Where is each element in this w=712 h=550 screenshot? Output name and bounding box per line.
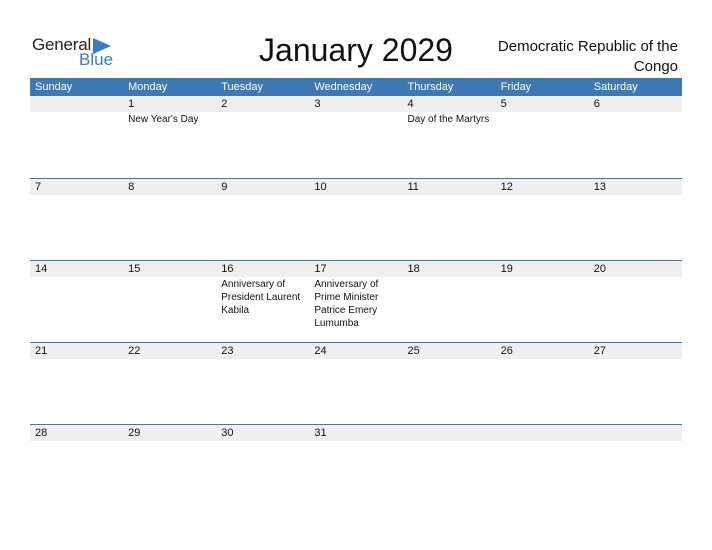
- weekday-thursday: Thursday: [407, 81, 454, 93]
- day-cell: [123, 343, 216, 360]
- day-cell: [216, 261, 309, 330]
- day-cell: [123, 96, 216, 126]
- day-cell: [403, 261, 496, 330]
- day-number: 9: [221, 181, 228, 193]
- day-number: 17: [314, 263, 327, 275]
- day-number: [594, 425, 682, 441]
- day-number: 23: [221, 345, 234, 357]
- day-number: 13: [593, 181, 606, 193]
- day-number: 2: [221, 98, 228, 110]
- holiday-label: [594, 359, 682, 360]
- day-cell: [309, 343, 402, 360]
- day-cell: [30, 343, 123, 360]
- day-cell: [309, 261, 402, 330]
- day-number: 8: [128, 181, 135, 193]
- holiday-label: [408, 441, 496, 442]
- day-number: 27: [593, 345, 606, 357]
- day-number: 18: [407, 263, 420, 275]
- holiday-label: [501, 359, 589, 360]
- day-cell: [589, 261, 682, 330]
- country-name: Democratic Republic of the Congo: [497, 38, 678, 75]
- day-number: 15: [128, 263, 141, 275]
- holiday-label: [314, 195, 402, 196]
- day-cell: [30, 425, 123, 442]
- day-cell: [496, 261, 589, 330]
- day-number: 21: [35, 345, 48, 357]
- holiday-label: [594, 441, 682, 442]
- day-number: [35, 96, 123, 112]
- day-cell: [589, 425, 682, 442]
- day-cell: [30, 179, 123, 196]
- holiday-label: [501, 277, 589, 278]
- day-cell: [589, 179, 682, 196]
- day-cell: [30, 261, 123, 330]
- day-number: 20: [593, 263, 606, 275]
- holiday-label: [128, 195, 216, 196]
- holiday-label: [594, 112, 682, 113]
- day-number: [408, 425, 496, 441]
- day-number: 11: [407, 181, 419, 193]
- holiday-label: [314, 112, 402, 113]
- page-title: January 2029: [259, 32, 453, 68]
- day-cell: [496, 343, 589, 360]
- holiday-label: [35, 195, 123, 196]
- calendar-grid: [30, 78, 682, 447]
- day-number: 25: [407, 345, 420, 357]
- week-cells: [30, 261, 682, 330]
- weekday-saturday: Saturday: [593, 81, 638, 93]
- day-cell: [496, 96, 589, 126]
- day-cell: [216, 343, 309, 360]
- day-cell: [589, 96, 682, 126]
- day-cell: [123, 179, 216, 196]
- holiday-label: [501, 195, 589, 196]
- holiday-label: [128, 277, 216, 278]
- day-number: 14: [35, 263, 48, 275]
- day-cell: [403, 343, 496, 360]
- day-number: 26: [500, 345, 513, 357]
- week-row: [30, 342, 682, 424]
- week-row: [30, 96, 682, 178]
- week-rows: [30, 96, 682, 447]
- day-cell: [216, 96, 309, 126]
- day-number: 3: [314, 98, 321, 110]
- logo-text-blue: Blue: [79, 50, 114, 69]
- holiday-label: [35, 441, 123, 442]
- holiday-label: Day of the Martyrs: [407, 114, 490, 125]
- day-cell: [216, 179, 309, 196]
- day-cell: [309, 179, 402, 196]
- day-number: 16: [221, 263, 234, 275]
- week-row: [30, 424, 682, 447]
- weekday-sunday: Sunday: [35, 81, 73, 93]
- holiday-label: [221, 441, 309, 442]
- day-cell: [309, 425, 402, 442]
- day-number: 12: [500, 181, 513, 193]
- weekday-monday: Monday: [128, 81, 168, 93]
- holiday-label: Anniversary of President Laurent Kabila: [221, 279, 301, 316]
- day-cell: [403, 96, 496, 126]
- holiday-label: New Year's Day: [128, 114, 199, 125]
- holiday-label: [128, 359, 216, 360]
- day-cell: [123, 261, 216, 330]
- weekday-tuesday: Tuesday: [221, 81, 264, 93]
- day-number: 4: [407, 98, 414, 110]
- day-number: 31: [314, 427, 327, 439]
- day-number: 7: [35, 181, 42, 193]
- holiday-label: [408, 195, 496, 196]
- week-cells: [30, 179, 682, 196]
- holiday-label: [35, 112, 123, 113]
- day-cell: [123, 425, 216, 442]
- holiday-label: [501, 112, 589, 113]
- holiday-label: [408, 277, 496, 278]
- holiday-label: [594, 195, 682, 196]
- holiday-label: [35, 359, 123, 360]
- day-number: 28: [35, 427, 48, 439]
- week-cells: [30, 343, 682, 360]
- weekday-header: [30, 78, 682, 96]
- day-number: 19: [500, 263, 513, 275]
- holiday-label: [501, 441, 589, 442]
- day-cell: [309, 96, 402, 126]
- holiday-label: [314, 441, 402, 442]
- day-number: 22: [128, 345, 141, 357]
- day-cell: [496, 179, 589, 196]
- day-number: 1: [128, 98, 135, 110]
- day-cell: [403, 179, 496, 196]
- day-number: 6: [593, 98, 600, 110]
- weekday-wednesday: Wednesday: [314, 81, 373, 93]
- holiday-label: [408, 359, 496, 360]
- day-number: 29: [128, 427, 141, 439]
- weekday-friday: Friday: [500, 81, 532, 93]
- day-cell: [496, 425, 589, 442]
- week-cells: [30, 96, 682, 126]
- week-row: [30, 260, 682, 342]
- day-number: 30: [221, 427, 234, 439]
- day-number: [501, 425, 589, 441]
- holiday-label: [128, 441, 216, 442]
- week-row: [30, 178, 682, 260]
- holiday-label: [314, 359, 402, 360]
- day-cell: [216, 425, 309, 442]
- day-number: 5: [500, 98, 507, 110]
- logo-text-general: General: [32, 35, 92, 54]
- holiday-label: [221, 359, 309, 360]
- holiday-label: [594, 277, 682, 278]
- holiday-label: Anniversary of Prime Minister Patrice Emery Lumumba: [314, 279, 379, 329]
- day-cell: [589, 343, 682, 360]
- holiday-label: [221, 195, 309, 196]
- week-cells: [30, 425, 682, 442]
- day-number: 24: [314, 345, 327, 357]
- day-number: 10: [314, 181, 327, 193]
- day-cell: [403, 425, 496, 442]
- holiday-label: [35, 277, 123, 278]
- day-cell: [30, 96, 123, 126]
- holiday-label: [221, 112, 309, 113]
